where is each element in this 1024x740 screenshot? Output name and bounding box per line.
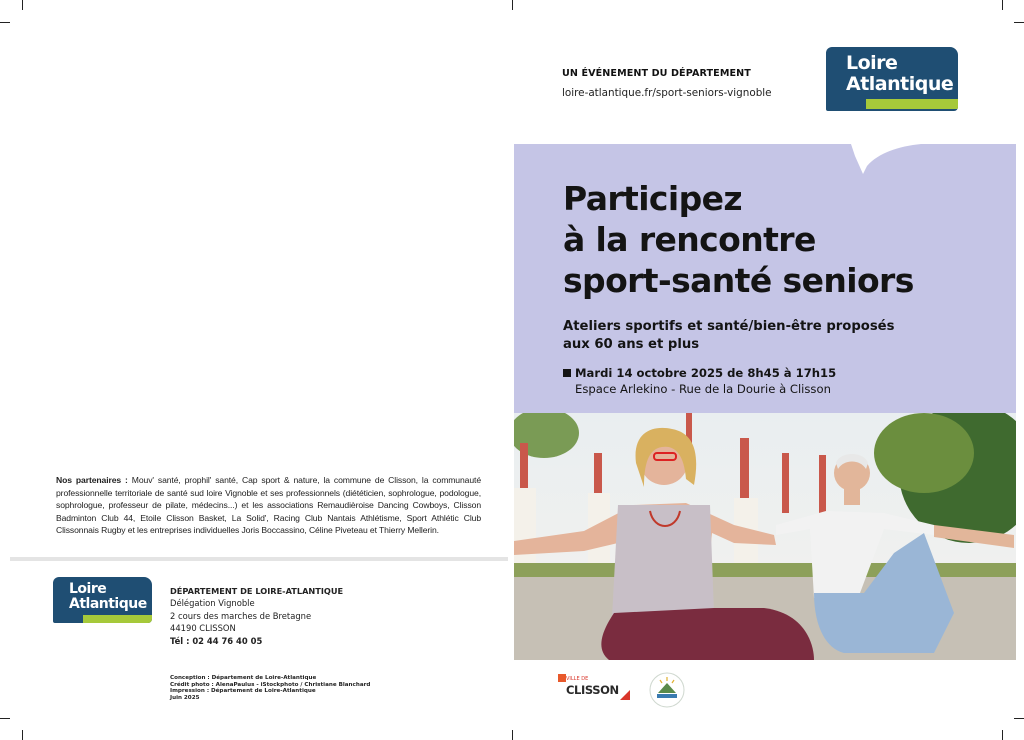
clisson-logo-name: CLISSON: [566, 683, 619, 697]
department-address: [170, 585, 343, 647]
partners-label: Nos partenaires :: [56, 475, 128, 485]
credit-line: Impression : Département de Loire-Atlantique: [170, 688, 316, 695]
crop-mark: [1014, 22, 1024, 23]
headline-line: Participez: [563, 179, 743, 218]
event-date: Mardi 14 octobre 2025 de 8h45 à 17h15: [575, 366, 837, 380]
event-details: [563, 366, 836, 397]
headline-line: à la rencontre: [563, 220, 816, 259]
credit-line: Conception : Département de Loire-Atlantique: [170, 675, 317, 681]
event-url[interactable]: loire-atlantique.fr/sport-seniors-vignoble: [562, 87, 772, 99]
hero-photo: [514, 413, 1016, 660]
partners-paragraph: [56, 474, 481, 537]
speech-bubble-notch: [851, 144, 921, 174]
seniors-stretching-photo: [514, 413, 1016, 660]
bullet-square-icon: [563, 369, 571, 377]
crop-mark: [1002, 0, 1003, 10]
address-line: 2 cours des marches de Bretagne: [170, 610, 312, 621]
cpts-logo: [648, 671, 686, 709]
logo-text-line2: Atlantique: [69, 596, 147, 612]
event-place: Espace Arlekino - Rue de la Dourie à Clisson: [575, 381, 831, 396]
loire-atlantique-logo: [826, 47, 958, 111]
credit-line: Crédit photo : AlenaPaulus - iStockphoto / Christiane Blanchard: [170, 681, 371, 688]
credits: [170, 675, 370, 701]
crop-mark: [0, 718, 10, 719]
clisson-logo: [558, 672, 632, 706]
clisson-logo-triangle: [620, 690, 630, 700]
address-line: 44190 CLISSON: [170, 623, 236, 634]
clisson-logo-small: VILLE DE: [566, 676, 589, 682]
address-line: Délégation Vignoble: [170, 598, 255, 609]
crop-mark: [22, 0, 23, 10]
event-tag: UN ÉVÉNEMENT DU DÉPARTEMENT: [562, 68, 751, 79]
crop-mark: [512, 0, 513, 10]
event-header: [562, 68, 772, 99]
divider: [10, 557, 508, 561]
credit-line: Juin 2025: [170, 694, 200, 701]
logo-text-line2: Atlantique: [846, 73, 954, 95]
crop-mark: [22, 730, 23, 740]
logo-green-stripe: [83, 615, 152, 623]
subtitle-line: Ateliers sportifs et santé/bien-être proposés: [563, 319, 895, 334]
loire-atlantique-logo: [53, 577, 152, 623]
partners-text: Mouv' santé, prophil' santé, Cap sport & nature, la commune de Clisson, la communauté professionnelle territoriale de santé sud loire Vignoble et ses professionnels (diététicien, sophrologue, podologue, sophrologue, professeur de pilate, médecins...) et les associations Remaudièroise Dancing Cowboys, Clisson Badminton Club 44, Etoile Clisson Basket, La Solid', Racing Club Nantais Athlétisme, Sport Athlétic Club Clissonnais Rugby et les entreprises individuelles Joris Boccassino, Céline Piveteau et Thierry Mellerin.: [56, 475, 481, 536]
subtitle-line: aux 60 ans et plus: [563, 337, 700, 352]
address-title: DÉPARTEMENT DE LOIRE-ATLANTIQUE: [170, 586, 344, 596]
crop-mark: [1014, 718, 1024, 719]
crop-mark: [0, 22, 10, 23]
subtitle: [563, 318, 963, 354]
logo-text-line1: Loire: [846, 52, 898, 74]
headline: [563, 178, 1003, 301]
clisson-logo-mark: [558, 674, 566, 682]
address-phone: Tél : 02 44 76 40 05: [170, 635, 263, 646]
headline-line: sport-santé seniors: [563, 261, 914, 300]
crop-mark: [1002, 730, 1003, 740]
crop-mark: [512, 730, 513, 740]
logo-text-line1: Loire: [69, 581, 107, 597]
logo-green-stripe: [866, 99, 958, 109]
